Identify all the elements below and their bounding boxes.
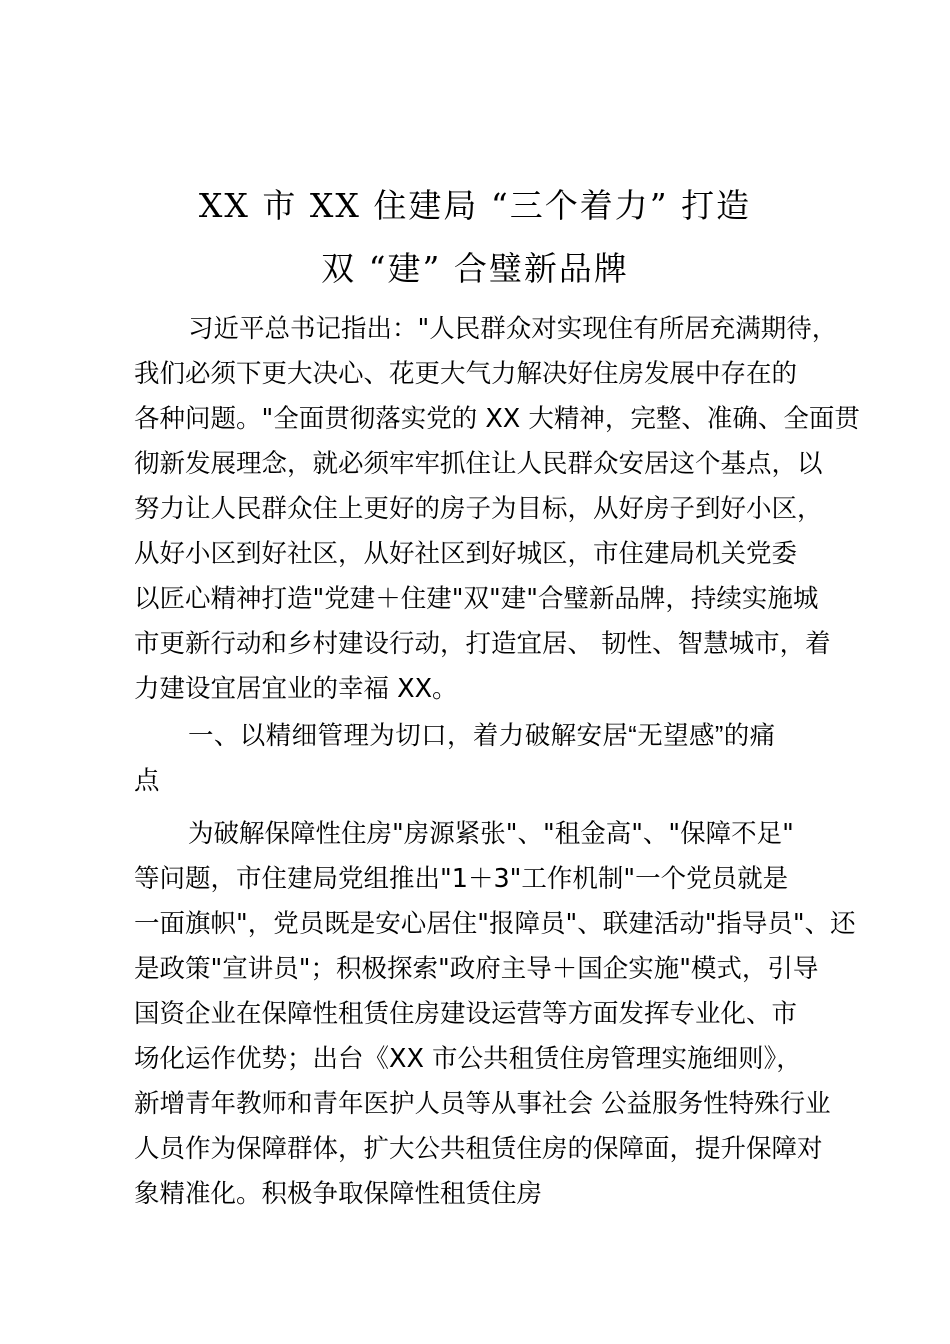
section-heading-1 [134, 714, 820, 804]
paragraph-line: 力建设宜居宜业的幸福 XX。 [134, 674, 458, 704]
paragraph-line: 市更新行动和乡村建设行动，打造宜居、 韧性、智慧城市，着 [134, 629, 831, 659]
paragraph-line: 国资企业在保障性租赁住房建设运营等方面发挥专业化、市 [134, 999, 798, 1029]
section-heading-line [134, 714, 820, 759]
paragraph-line: 人员作为保障群体，扩大公共租赁住房的保障面，提升保障对 [134, 1134, 823, 1164]
paragraph-line [134, 307, 838, 352]
paragraph-line: 场化运作优势；出台《XX 市公共租赁住房管理实施细则》， [134, 1044, 802, 1074]
paragraph-line: 我们必须下更大决心、花更大气力解决好住房发展中存在的 [134, 359, 798, 389]
paragraph-line: 一面旗帜"，党员既是安心居住"报障员"、联建活动"指导员"、还 [134, 909, 856, 939]
paragraph-line-text: 习近平总书记指出："人民群众对实现住有所居充满期待， [188, 314, 838, 344]
page-title-line-2: 双 “建” 合璧新品牌 [321, 249, 629, 289]
paragraph-line: 各种问题。"全面贯彻落实党的 XX 大精神，完整、准确、全面贯 [134, 404, 860, 434]
paragraph-line: 从好小区到好社区，从好社区到好城区，市住建局机关党委 [134, 539, 798, 569]
paragraph-line: 彻新发展理念，就必须牢牢抓住让人民群众安居这个基点，以 [134, 449, 823, 479]
paragraph-line: 新增青年教师和青年医护人员等从事社会 公益服务性特殊行业 [134, 1089, 831, 1119]
section-spacer [134, 804, 820, 812]
paragraph-section-1-body [134, 812, 856, 1217]
paragraph-line [134, 812, 820, 857]
page-title-line-1: XX 市 XX 住建局 “三个着力” 打造 [198, 186, 752, 226]
page-title [0, 174, 950, 300]
document-body [134, 307, 860, 1217]
paragraph-line-text: 为破解保障性住房"房源紧张"、"租金高"、"保障不足" [188, 819, 794, 849]
section-heading-text: 一、以精细管理为切口，着力破解安居“无望感”的痛 [188, 722, 776, 750]
paragraph-line: 是政策"宣讲员"；积极探索"政府主导＋国企实施"模式，引导 [134, 954, 819, 984]
section-heading-line: 点 [134, 767, 160, 795]
paragraph-intro [134, 307, 860, 712]
paragraph-line: 等问题，市住建局党组推出"1＋3"工作机制"一个党员就是 [134, 864, 789, 894]
paragraph-line: 象精准化。积极争取保障性租赁住房 [134, 1179, 543, 1209]
paragraph-line: 努力让人民群众住上更好的房子为目标，从好房子到好小区， [134, 494, 823, 524]
paragraph-line: 以匠心精神打造"党建＋住建"双"建"合璧新品牌，持续实施城 [134, 584, 819, 614]
